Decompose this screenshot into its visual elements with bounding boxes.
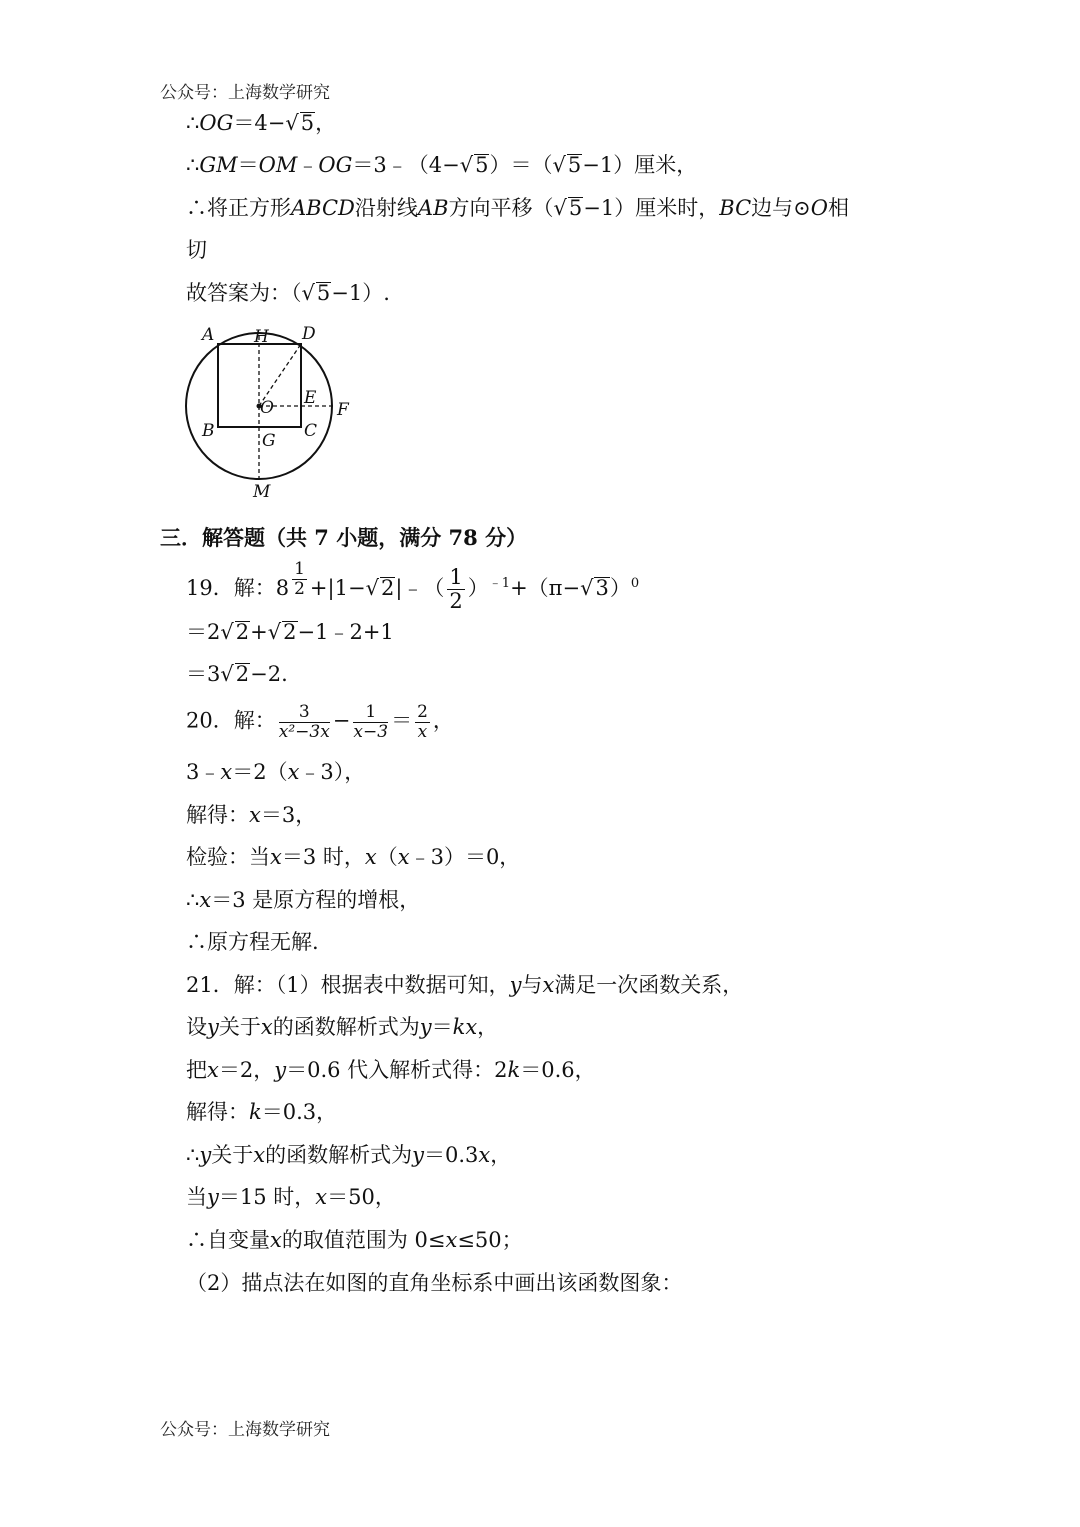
label-d: D <box>302 324 316 344</box>
geometry-figure <box>180 318 370 504</box>
q20-step2: 解得：x＝3， <box>186 803 317 827</box>
q20-step3: 检验：当x＝3 时，x（x﹣3）＝0， <box>186 845 521 869</box>
label-c: C <box>304 421 318 441</box>
page-footer: 公众号：上海数学研究 <box>160 1420 330 1440</box>
page-header: 公众号：上海数学研究 <box>160 83 330 103</box>
q21-step6: ∴自变量x的取值范围为 0≤x≤50； <box>186 1228 523 1252</box>
q19-expression: 19．解：8 $\frac{1}{2}$ +|1−√2|﹣（ $\frac{1}{2}$ ）$^{﹣1}+(\pi-√3)^0$ <box>186 559 640 614</box>
text-line-og: ∴OG＝4−√5， <box>186 111 337 135</box>
label-h: H <box>254 327 269 347</box>
label-o: O <box>260 398 274 418</box>
label-e: E <box>304 388 317 408</box>
q19-step2: ＝3√2−2. <box>186 662 288 686</box>
text-line-tangent: 切 <box>186 238 207 262</box>
q21-step4: ∴y关于x的函数解析式为y＝0.3x， <box>186 1143 512 1167</box>
label-g: G <box>262 431 276 451</box>
text-line-gm: ∴GM＝OM﹣OG＝3﹣（4−√5）＝（√5−1）厘米， <box>186 153 698 177</box>
text-line-translate: ∴将正方形ABCD沿射线AB方向平移（√5−1）厘米时，BC边与⊙O相 <box>186 196 849 220</box>
label-f: F <box>337 400 349 420</box>
q21-intro: 21．解：（1）根据表中数据可知，y与x满足一次函数关系， <box>186 973 744 997</box>
q20-step1: 3﹣x＝2（x﹣3）， <box>186 760 366 784</box>
q19-step1: ＝2√2+√2−1﹣2+1 <box>186 620 394 644</box>
label-m: M <box>253 482 271 502</box>
q21-step2: 把x＝2，y＝0.6 代入解析式得：2k＝0.6， <box>186 1058 596 1082</box>
label-a: A <box>202 325 215 345</box>
q21-step1: 设y关于x的函数解析式为y＝kx， <box>186 1015 499 1039</box>
section-heading: 三．解答题（共 7 小题，满分 78 分） <box>160 525 528 550</box>
text-line-answer: 故答案为：（√5−1）. <box>186 281 390 305</box>
q21-step5: 当y＝15 时，x＝50， <box>186 1185 396 1209</box>
q20-step4: ∴x＝3 是原方程的增根， <box>186 888 421 912</box>
q20-step5: ∴原方程无解. <box>186 930 319 954</box>
q20-equation: 20．解： $\frac{3}{\text{x²−3x}}$ − $\frac{1}{x-3}$ ＝ $\frac{2}{x}$ ， <box>186 702 454 742</box>
dashed-line-od <box>259 344 301 406</box>
q21-step3: 解得：k＝0.3， <box>186 1100 338 1124</box>
label-b: B <box>202 421 215 441</box>
q21-part2: （2）描点法在如图的直角坐标系中画出该函数图象： <box>186 1271 683 1295</box>
